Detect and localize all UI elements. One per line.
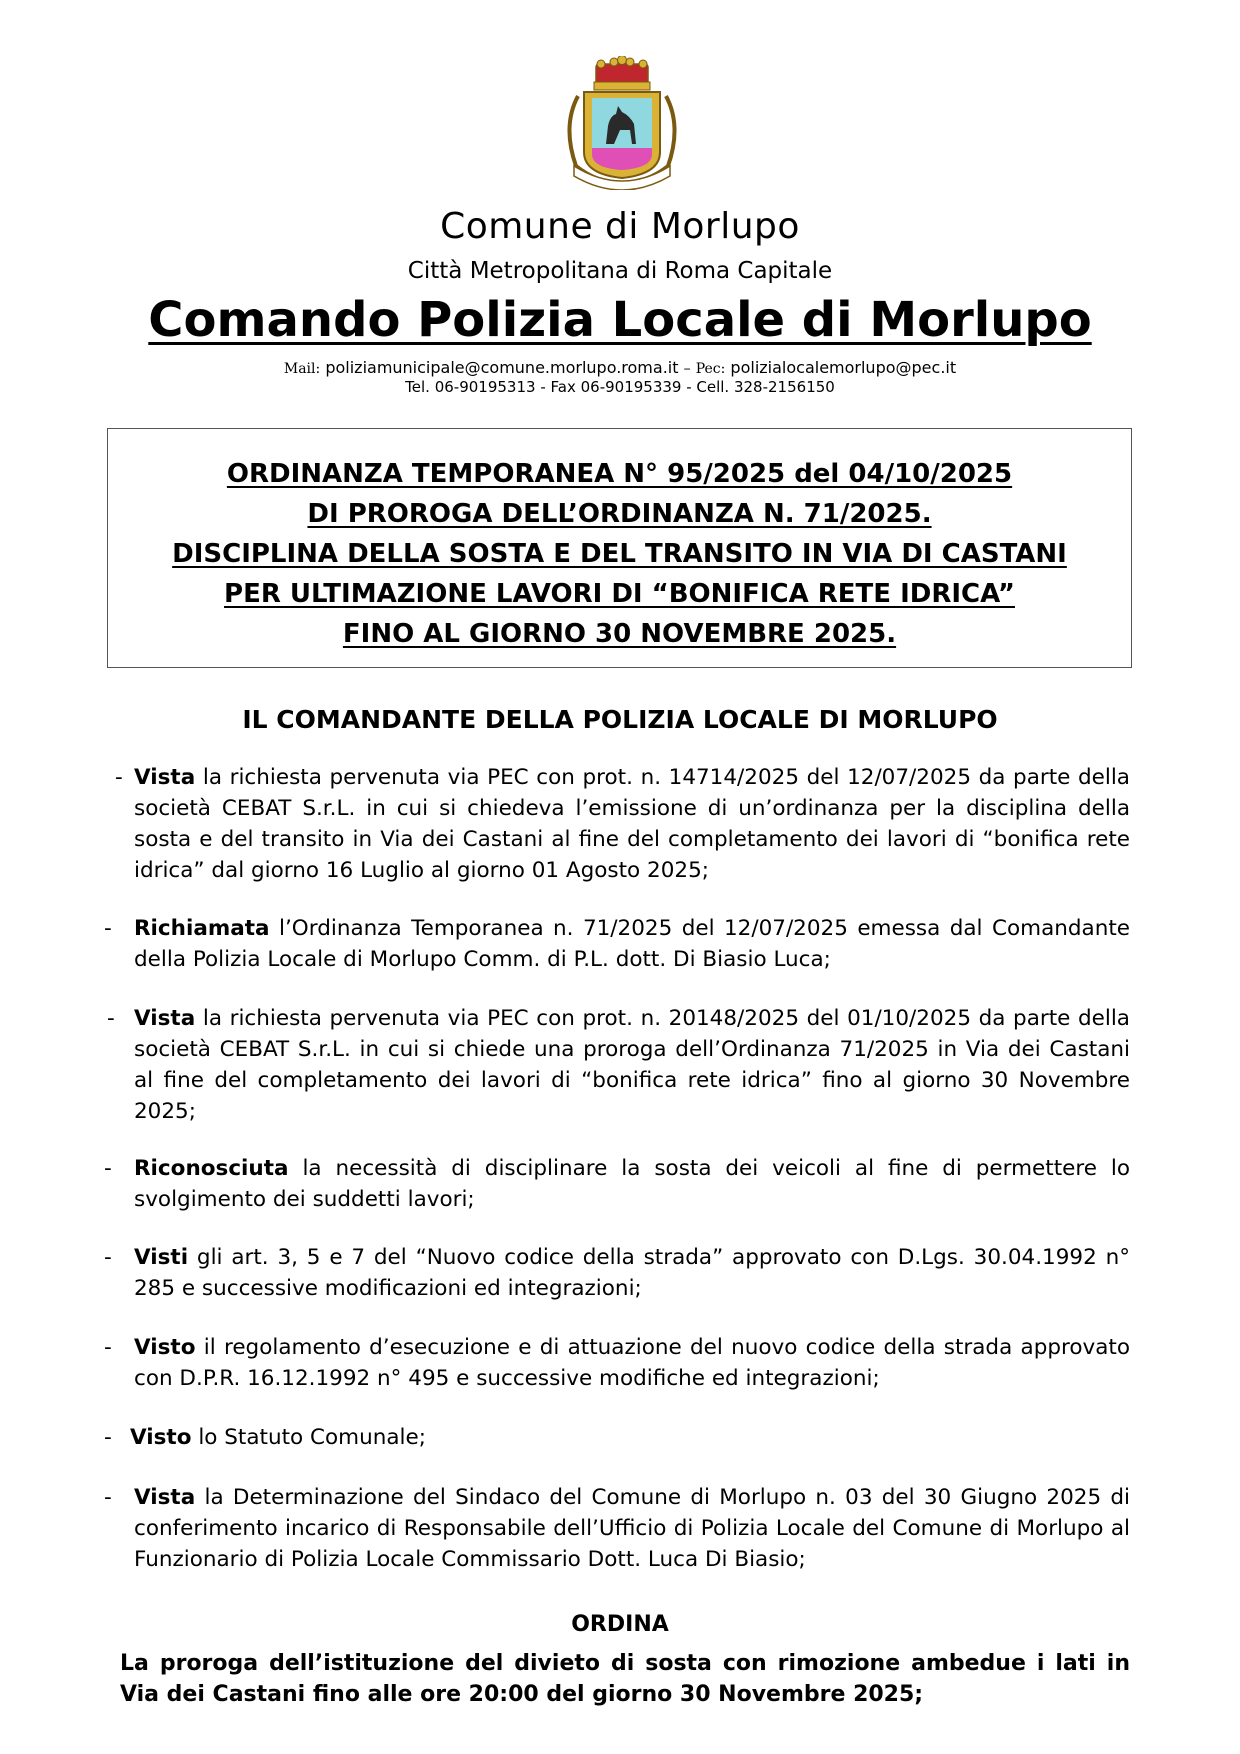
- list-dash: -: [104, 1245, 112, 1270]
- premise-text: l’Ordinanza Temporanea n. 71/2025 del 12/07/2025 emessa dal Comandante della Polizia Locale di Morlupo Comm. di P.L. dott. Di Biasio Luca;: [134, 916, 1130, 972]
- mail-label: Mail:: [283, 361, 321, 377]
- ordinance-title-box: [107, 428, 1132, 668]
- list-dash: -: [115, 765, 123, 790]
- list-dash: -: [104, 1485, 112, 1510]
- premise-keyword: Vista: [134, 1485, 196, 1510]
- premise-keyword: Riconosciuta: [134, 1156, 289, 1181]
- municipality-name: Comune di Morlupo: [440, 206, 800, 247]
- pec-label: Pec:: [695, 361, 726, 377]
- section-heading: IL COMANDANTE DELLA POLIZIA LOCALE DI MORLUPO: [242, 705, 998, 734]
- premise-text: gli art. 3, 5 e 7 del “Nuovo codice della strada” approvato con D.Lgs. 30.04.1992 n° 285 e successive modificazioni ed integrazioni;: [134, 1245, 1130, 1301]
- metropolitan-city: Città Metropolitana di Roma Capitale: [407, 258, 833, 284]
- command-title: Comando Polizia Locale di Morlupo: [148, 292, 1092, 348]
- pec-address: polizialocalemorlupo@pec.it: [730, 358, 957, 377]
- phone-line: Tel. 06-90195313 - Fax 06-90195339 - Cell. 328-2156150: [405, 378, 835, 396]
- contact-line: [0, 358, 1240, 377]
- title-line: DI PROROGA DELL’ORDINANZA N. 71/2025.: [307, 499, 932, 529]
- premise-keyword: Vista: [134, 765, 196, 790]
- premise-keyword: Visto: [130, 1425, 192, 1450]
- mail-address: poliziamunicipale@comune.morlupo.roma.it: [325, 358, 679, 377]
- coat-of-arms-logo: [556, 56, 688, 190]
- premise-text: lo Statuto Comunale;: [198, 1425, 426, 1450]
- list-dash: -: [107, 1006, 115, 1031]
- list-dash: -: [104, 916, 112, 941]
- premise-text: il regolamento d’esecuzione e di attuazione del nuovo codice della strada approvato con D.P.R. 16.12.1992 n° 495 e successive modifiche ed integrazioni;: [134, 1335, 1130, 1391]
- title-line: ORDINANZA TEMPORANEA N° 95/2025 del 04/10/2025: [226, 459, 1013, 489]
- ordina-heading: ORDINA: [571, 1612, 669, 1637]
- title-line: PER ULTIMAZIONE LAVORI DI “BONIFICA RETE IDRICA”: [224, 579, 1015, 609]
- title-line: DISCIPLINA DELLA SOSTA E DEL TRANSITO IN VIA DI CASTANI: [172, 539, 1067, 569]
- separator: –: [683, 361, 691, 377]
- premise-text: la necessità di disciplinare la sosta dei veicoli al fine di permettere lo svolgimento dei suddetti lavori;: [134, 1156, 1130, 1212]
- title-line: FINO AL GIORNO 30 NOVEMBRE 2025.: [342, 619, 897, 649]
- ordinance-provision: La proroga dell’istituzione del divieto di sosta con rimozione ambedue i lati in Via dei Castani fino alle ore 20:00 del giorno 30 Novembre 2025;: [120, 1651, 1130, 1707]
- premise-text: la richiesta pervenuta via PEC con prot. n. 14714/2025 del 12/07/2025 da parte della società CEBAT S.r.L. in cui si chiedeva l’emissione di un’ordinanza per la disciplina della sosta e del transito in Via dei Castani al fine del completamento dei lavori di “bonifica rete idrica” dal giorno 16 Luglio al giorno 01 Agosto 2025;: [134, 765, 1130, 883]
- list-dash: -: [104, 1156, 112, 1181]
- premise-keyword: Vista: [134, 1006, 196, 1031]
- premise-text: la richiesta pervenuta via PEC con prot. n. 20148/2025 del 01/10/2025 da parte della società CEBAT S.r.L. in cui si chiede una proroga dell’Ordinanza 71/2025 in Via dei Castani al fine del completamento dei lavori di “bonifica rete idrica” fino al giorno 30 Novembre 2025;: [134, 1006, 1130, 1124]
- premise-keyword: Richiamata: [134, 916, 270, 941]
- premise-keyword: Visto: [134, 1335, 196, 1360]
- premise-text: la Determinazione del Sindaco del Comune di Morlupo n. 03 del 30 Giugno 2025 di conferimento incarico di Responsabile dell’Ufficio di Polizia Locale del Comune di Morlupo al Funzionario di Polizia Locale Commissario Dott. Luca Di Biasio;: [134, 1485, 1130, 1572]
- list-dash: -: [104, 1335, 112, 1360]
- premise-keyword: Visti: [134, 1245, 189, 1270]
- list-dash: -: [104, 1425, 112, 1450]
